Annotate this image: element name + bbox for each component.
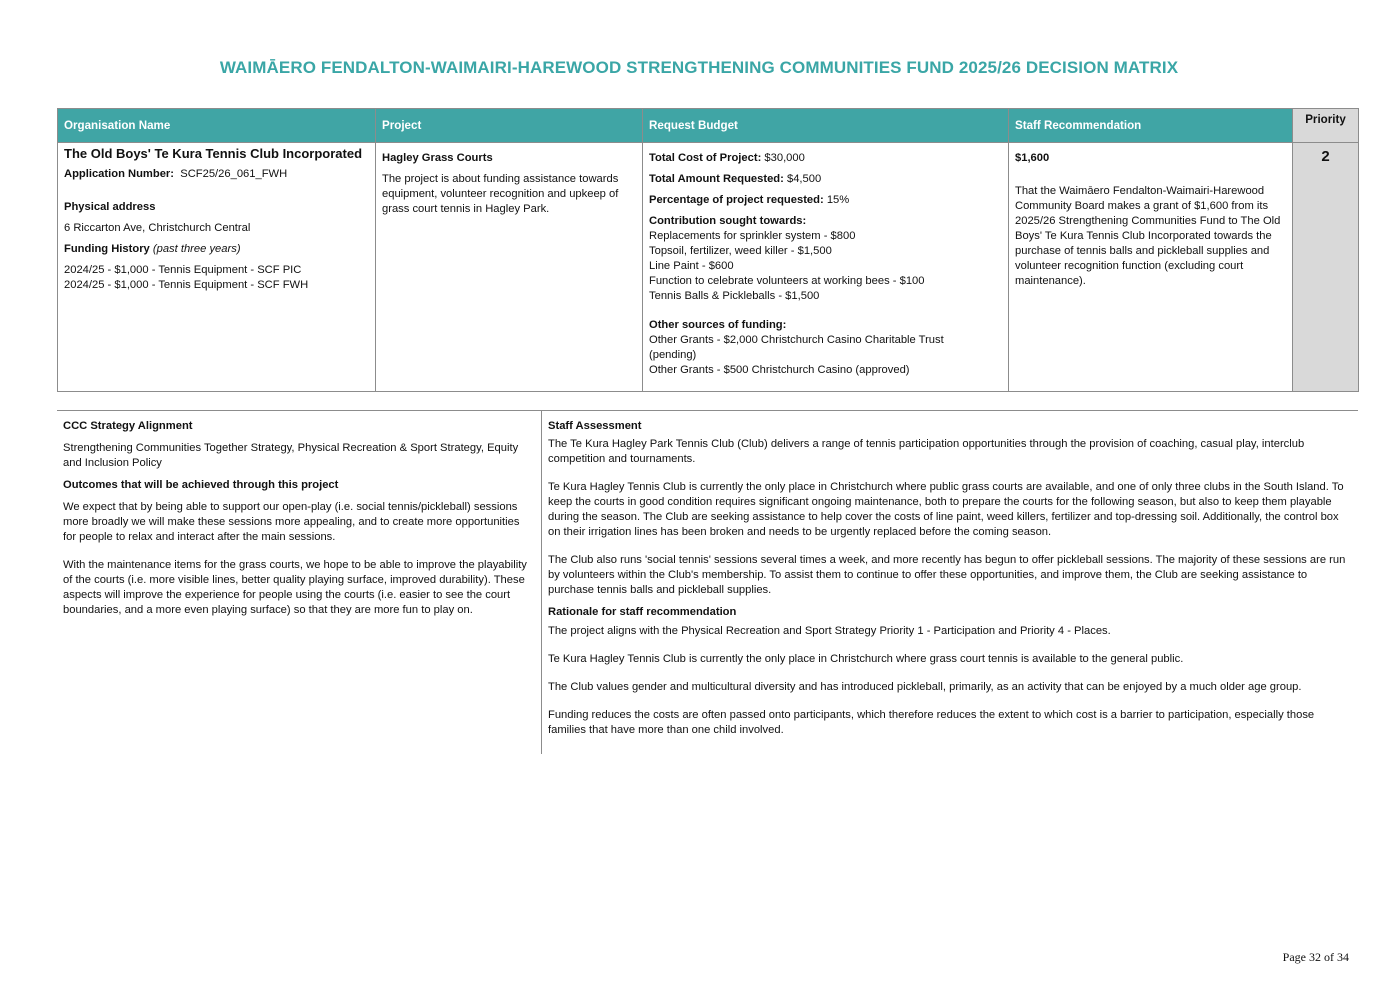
- header-organisation: Organisation Name: [58, 109, 376, 143]
- percentage-requested-label: Percentage of project requested:: [649, 194, 824, 206]
- assessment-paragraph: The Te Kura Hagley Park Tennis Club (Club) delivers a range of tennis participation opportunities through the provision of coaching, casual play, interclub competition and tournaments.: [548, 438, 1305, 465]
- funding-history-note: (past three years): [152, 243, 241, 255]
- physical-address: 6 Riccarton Ave, Christchurch Central: [64, 222, 251, 234]
- strategy-alignment-text: Strengthening Communities Together Strategy, Physical Recreation & Sport Strategy, Equity and Inclusion Policy: [63, 442, 519, 469]
- header-project: Project: [376, 109, 643, 143]
- contribution-item: Function to celebrate volunteers at working bees - $100: [649, 275, 925, 287]
- percentage-requested: [649, 193, 1002, 208]
- total-cost-value: $30,000: [764, 152, 805, 164]
- recommended-amount: $1,600: [1015, 152, 1050, 164]
- header-priority: Priority: [1293, 109, 1359, 143]
- percentage-requested-value: 15%: [826, 194, 850, 206]
- page-label: Page: [1282, 950, 1306, 964]
- funding-history-label: Funding History: [64, 243, 150, 255]
- rationale-heading: Rationale for staff recommendation: [548, 606, 737, 618]
- application-number: [64, 167, 369, 182]
- recommendation-text: That the Waimāero Fendalton-Waimairi-Harewood Community Board makes a grant of $1,600 from its 2025/26 Strengthening Communities Fund to The Old Boys' Te Kura Tennis Club Incorporated towards the purchase of tennis balls and pickleball supplies and volunteer recognition function (excluding court maintenance).: [1015, 185, 1281, 287]
- contribution-list: [649, 229, 1002, 304]
- other-funding-item: Other Grants - $500 Christchurch Casino (approved): [649, 364, 910, 376]
- organisation-name: The Old Boys' Te Kura Tennis Club Incorporated: [64, 146, 363, 161]
- assessment-paragraph: The Club also runs 'social tennis' sessions several times a week, and more recently has begun to offer pickleball sessions. The majority of these sessions are run by volunteers within the Club's membership. To assist them to continue to offer these opportunities, and improve them, the Club are seeking assistance to purchase tennis balls and pickleball supplies.: [548, 554, 1346, 596]
- funding-history-list: [64, 263, 369, 293]
- page-current: 32: [1309, 950, 1321, 964]
- physical-address-label: Physical address: [64, 201, 156, 213]
- other-funding-item: Other Grants - $2,000 Christchurch Casino Charitable Trust (pending): [649, 334, 944, 361]
- application-number-value: SCF25/26_061_FWH: [180, 168, 288, 180]
- total-cost-label: Total Cost of Project:: [649, 152, 762, 164]
- document-title: WAIMĀERO FENDALTON-WAIMAIRI-HAREWOOD STRENGTHENING COMMUNITIES FUND 2025/26 DECISION MATRIX: [219, 58, 1179, 77]
- header-staff-recommendation: Staff Recommendation: [1009, 109, 1293, 143]
- contribution-item: Replacements for sprinkler system - $800: [649, 230, 856, 242]
- funding-history-item: 2024/25 - $1,000 - Tennis Equipment - SCF PIC: [64, 264, 302, 276]
- page-total: 34: [1337, 950, 1349, 964]
- amount-requested-value: $4,500: [786, 173, 822, 185]
- project-title: Hagley Grass Courts: [382, 152, 493, 164]
- rationale-paragraph: Funding reduces the costs are often passed onto participants, which therefore reduces the extent to which cost is a barrier to participation, especially those families that have more than one child involved.: [548, 709, 1315, 736]
- priority-value: 2: [1293, 143, 1359, 392]
- other-funding-label: Other sources of funding:: [649, 319, 787, 331]
- column-divider: [541, 411, 542, 754]
- staff-assessment-column: [548, 419, 1348, 738]
- organisation-cell: [58, 143, 376, 392]
- staff-recommendation-cell: [1009, 143, 1293, 392]
- page-number: [1283, 950, 1349, 965]
- funding-history-heading: [64, 242, 369, 257]
- contribution-item: Topsoil, fertilizer, weed killer - $1,500: [649, 245, 832, 257]
- rationale-paragraph: Te Kura Hagley Tennis Club is currently the only place in Christchurch where grass court tennis is available to the general public.: [548, 653, 1184, 665]
- decision-matrix-table: [57, 108, 1359, 392]
- amount-requested: [649, 172, 1002, 187]
- contribution-label: Contribution sought towards:: [649, 215, 807, 227]
- staff-assessment-heading: Staff Assessment: [548, 420, 642, 432]
- matrix-header-row: [58, 109, 1359, 143]
- assessment-section: [57, 410, 1358, 754]
- project-cell: [376, 143, 643, 392]
- header-budget: Request Budget: [643, 109, 1009, 143]
- outcomes-heading: Outcomes that will be achieved through this project: [63, 479, 339, 491]
- project-description: The project is about funding assistance towards equipment, volunteer recognition and upkeep of grass court tennis in Hagley Park.: [382, 173, 619, 215]
- funding-history-item: 2024/25 - $1,000 - Tennis Equipment - SCF FWH: [64, 279, 309, 291]
- strategy-alignment-column: [63, 419, 533, 618]
- page-of-label: of: [1324, 950, 1334, 964]
- application-number-label: Application Number:: [64, 168, 175, 180]
- strategy-alignment-heading: CCC Strategy Alignment: [63, 420, 193, 432]
- outcomes-paragraph: With the maintenance items for the grass courts, we hope to be able to improve the playability of the courts (i.e. more visible lines, better quality playing surface, improved durability). These aspects will improve the experience for people using the courts (i.e. easier to see the court boundaries, and a more even playing surface) so that they are more fun to play on.: [63, 559, 527, 616]
- rationale-paragraph: The project aligns with the Physical Recreation and Sport Strategy Priority 1 - Participation and Priority 4 - Places.: [548, 625, 1111, 637]
- contribution-item: Line Paint - $600: [649, 260, 734, 272]
- contribution-item: Tennis Balls & Pickleballs - $1,500: [649, 290, 820, 302]
- outcomes-paragraph: We expect that by being able to support our open-play (i.e. social tennis/pickleball) sessions more broadly we will make these sessions more appealing, and to create more opportunities for people to relax and interact after the main sessions.: [63, 501, 520, 543]
- other-funding-list: [649, 333, 1002, 378]
- total-cost: [649, 151, 1002, 166]
- assessment-paragraph: Te Kura Hagley Tennis Club is currently the only place in Christchurch where public grass courts are available, and one of only three clubs in the South Island. To keep the courts in good condition requires significant ongoing maintenance, both to prepare the courts for the following season, but also to keep them playable during the season. The Club are seeking assistance to help cover the costs of line paint, weed killers, fertilizer and top-dressing soil. Additionally, the control box on their irrigation lines has been broken and needs to be urgently replaced before the coming season.: [548, 481, 1344, 538]
- rationale-paragraph: The Club values gender and multicultural diversity and has introduced pickleball, primarily, as an activity that can be enjoyed by a much older age group.: [548, 681, 1302, 693]
- budget-cell: [643, 143, 1009, 392]
- amount-requested-label: Total Amount Requested:: [649, 173, 784, 185]
- matrix-row: [58, 143, 1359, 392]
